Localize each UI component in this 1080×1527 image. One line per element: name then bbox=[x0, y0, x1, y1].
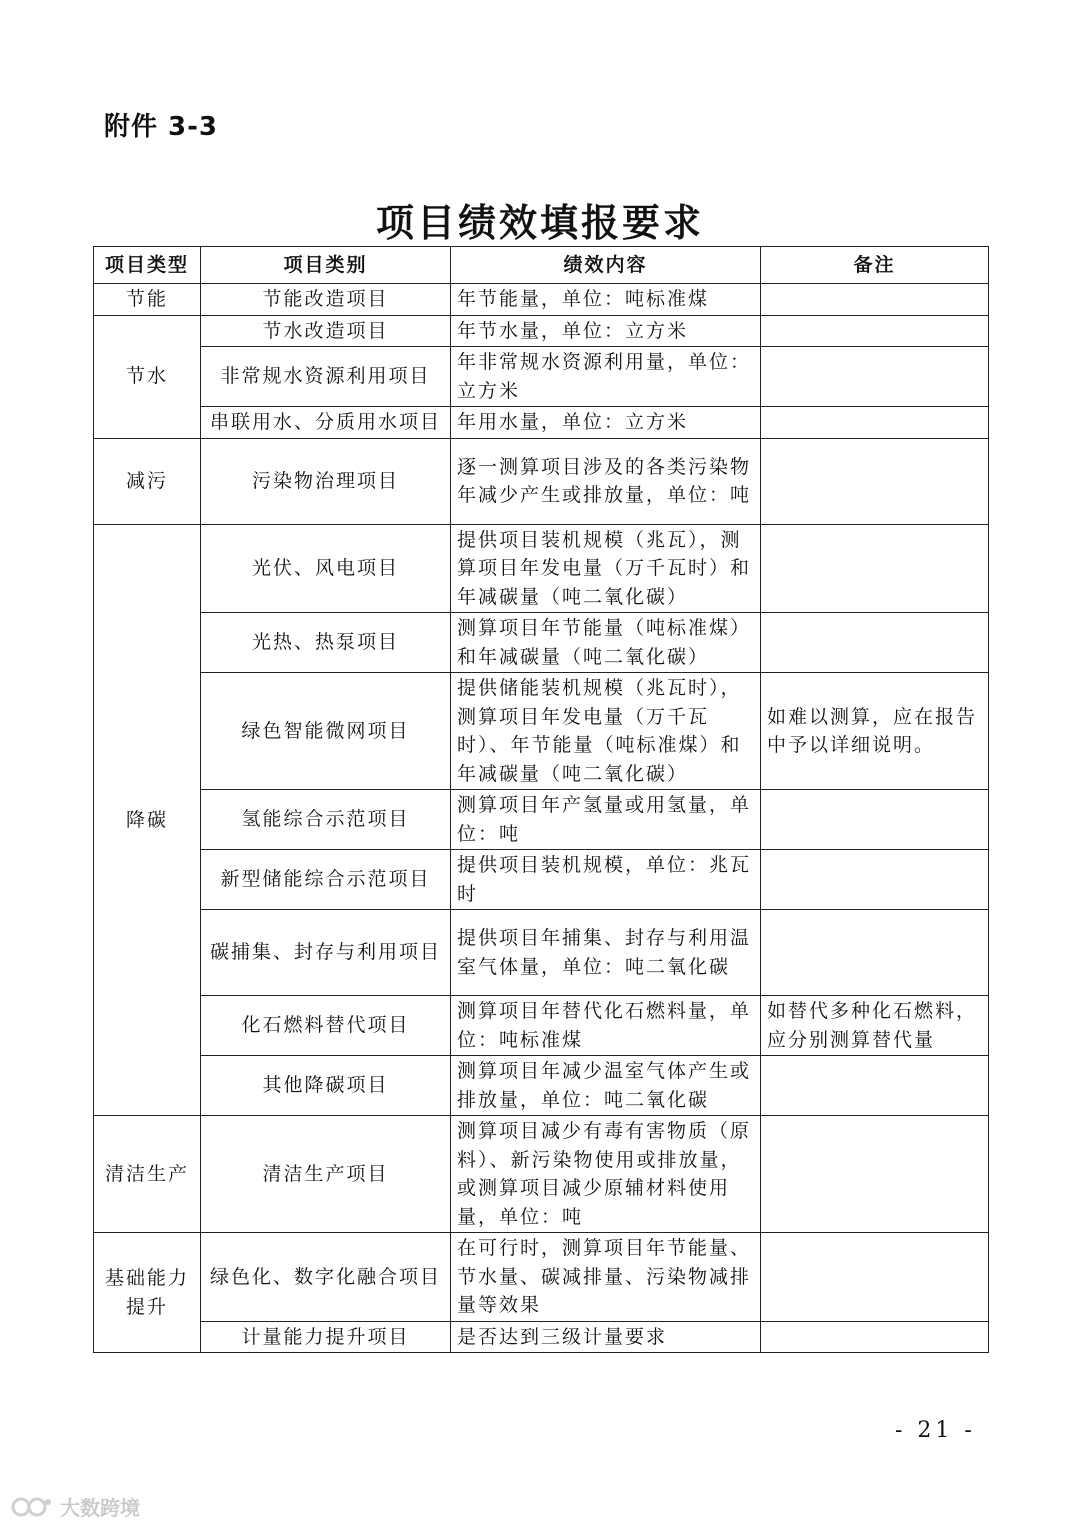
table-row bbox=[94, 524, 989, 613]
performance-content-cell: 测算项目年节能量（吨标准煤）和年减碳量（吨二氧化碳） bbox=[451, 613, 761, 673]
table-row bbox=[94, 1116, 989, 1233]
performance-content-cell: 年节水量，单位：立方米 bbox=[451, 315, 761, 347]
performance-content-cell: 年用水量，单位：立方米 bbox=[451, 407, 761, 439]
note-cell bbox=[761, 790, 989, 850]
performance-content-cell: 测算项目年减少温室气体产生或排放量，单位：吨二氧化碳 bbox=[451, 1056, 761, 1116]
project-category-cell: 氢能综合示范项目 bbox=[201, 790, 451, 850]
performance-content-cell: 测算项目年替代化石燃料量，单位：吨标准煤 bbox=[451, 996, 761, 1056]
project-category-cell: 碳捕集、封存与利用项目 bbox=[201, 910, 451, 996]
performance-content-cell: 测算项目减少有毒有害物质（原料）、新污染物使用或排放量，或测算项目减少原辅材料使用量，单位：吨 bbox=[451, 1116, 761, 1233]
project-category-cell: 节能改造项目 bbox=[201, 284, 451, 316]
table-row bbox=[94, 438, 989, 524]
project-category-cell: 化石燃料替代项目 bbox=[201, 996, 451, 1056]
table-row bbox=[94, 673, 989, 790]
performance-content-cell: 提供项目装机规模，单位：兆瓦时 bbox=[451, 850, 761, 910]
watermark bbox=[10, 1492, 140, 1521]
project-category-cell: 节水改造项目 bbox=[201, 315, 451, 347]
project-type-cell: 减污 bbox=[94, 438, 201, 524]
project-type-cell: 基础能力提升 bbox=[94, 1233, 201, 1353]
performance-content-cell: 提供项目装机规模（兆瓦），测算项目年发电量（万千瓦时）和年减碳量（吨二氧化碳） bbox=[451, 524, 761, 613]
header-type: 项目类型 bbox=[94, 247, 201, 284]
table-row bbox=[94, 1233, 989, 1322]
project-category-cell: 清洁生产项目 bbox=[201, 1116, 451, 1233]
performance-content-cell: 是否达到三级计量要求 bbox=[451, 1321, 761, 1353]
performance-content-cell: 提供储能装机规模（兆瓦时），测算项目年发电量（万千瓦时）、年节能量（吨标准煤）和年减碳量（吨二氧化碳） bbox=[451, 673, 761, 790]
performance-content-cell: 测算项目年产氢量或用氢量，单位：吨 bbox=[451, 790, 761, 850]
watermark-logo-icon bbox=[10, 1496, 54, 1518]
table-row bbox=[94, 1321, 989, 1353]
performance-content-cell: 逐一测算项目涉及的各类污染物年减少产生或排放量，单位：吨 bbox=[451, 438, 761, 524]
performance-content-cell: 提供项目年捕集、封存与利用温室气体量，单位：吨二氧化碳 bbox=[451, 910, 761, 996]
project-type-cell: 清洁生产 bbox=[94, 1116, 201, 1233]
note-cell bbox=[761, 524, 989, 613]
note-cell bbox=[761, 1321, 989, 1353]
page-title: 项目绩效填报要求 bbox=[375, 201, 704, 245]
table-row bbox=[94, 284, 989, 316]
project-type-cell: 降碳 bbox=[94, 524, 201, 1116]
note-cell bbox=[761, 347, 989, 407]
table-header-row bbox=[94, 247, 989, 284]
table-row bbox=[94, 910, 989, 996]
note-cell bbox=[761, 850, 989, 910]
performance-content-cell: 年节能量，单位：吨标准煤 bbox=[451, 284, 761, 316]
table-body bbox=[94, 284, 989, 1353]
note-cell bbox=[761, 1233, 989, 1322]
table-row bbox=[94, 790, 989, 850]
performance-content-cell: 在可行时，测算项目年节能量、节水量、碳减排量、污染物减排量等效果 bbox=[451, 1233, 761, 1322]
performance-content-cell: 年非常规水资源利用量，单位：立方米 bbox=[451, 347, 761, 407]
project-category-cell: 绿色化、数字化融合项目 bbox=[201, 1233, 451, 1322]
project-category-cell: 光热、热泵项目 bbox=[201, 613, 451, 673]
note-cell bbox=[761, 1116, 989, 1233]
note-cell bbox=[761, 284, 989, 316]
project-category-cell: 非常规水资源利用项目 bbox=[201, 347, 451, 407]
attachment-label: 附件 3-3 bbox=[104, 112, 219, 142]
project-category-cell: 光伏、风电项目 bbox=[201, 524, 451, 613]
project-category-cell: 新型储能综合示范项目 bbox=[201, 850, 451, 910]
note-cell: 如替代多种化石燃料，应分别测算替代量 bbox=[761, 996, 989, 1056]
note-cell bbox=[761, 1056, 989, 1116]
performance-table bbox=[93, 246, 989, 1353]
note-cell bbox=[761, 613, 989, 673]
project-category-cell: 串联用水、分质用水项目 bbox=[201, 407, 451, 439]
table-row bbox=[94, 315, 989, 347]
table-row bbox=[94, 407, 989, 439]
watermark-text: 大数跨境 bbox=[60, 1496, 140, 1520]
page-number: - 21 - bbox=[895, 1418, 976, 1443]
note-cell bbox=[761, 438, 989, 524]
table-row bbox=[94, 613, 989, 673]
project-category-cell: 绿色智能微网项目 bbox=[201, 673, 451, 790]
project-category-cell: 计量能力提升项目 bbox=[201, 1321, 451, 1353]
project-type-cell: 节能 bbox=[94, 284, 201, 316]
table-row bbox=[94, 347, 989, 407]
project-type-cell: 节水 bbox=[94, 315, 201, 438]
table-row bbox=[94, 1056, 989, 1116]
note-cell bbox=[761, 910, 989, 996]
header-content: 绩效内容 bbox=[451, 247, 761, 284]
note-cell: 如难以测算，应在报告中予以详细说明。 bbox=[761, 673, 989, 790]
note-cell bbox=[761, 407, 989, 439]
project-category-cell: 其他降碳项目 bbox=[201, 1056, 451, 1116]
header-category: 项目类别 bbox=[201, 247, 451, 284]
note-cell bbox=[761, 315, 989, 347]
project-category-cell: 污染物治理项目 bbox=[201, 438, 451, 524]
table-row bbox=[94, 850, 989, 910]
header-note: 备注 bbox=[761, 247, 989, 284]
table-row bbox=[94, 996, 989, 1056]
